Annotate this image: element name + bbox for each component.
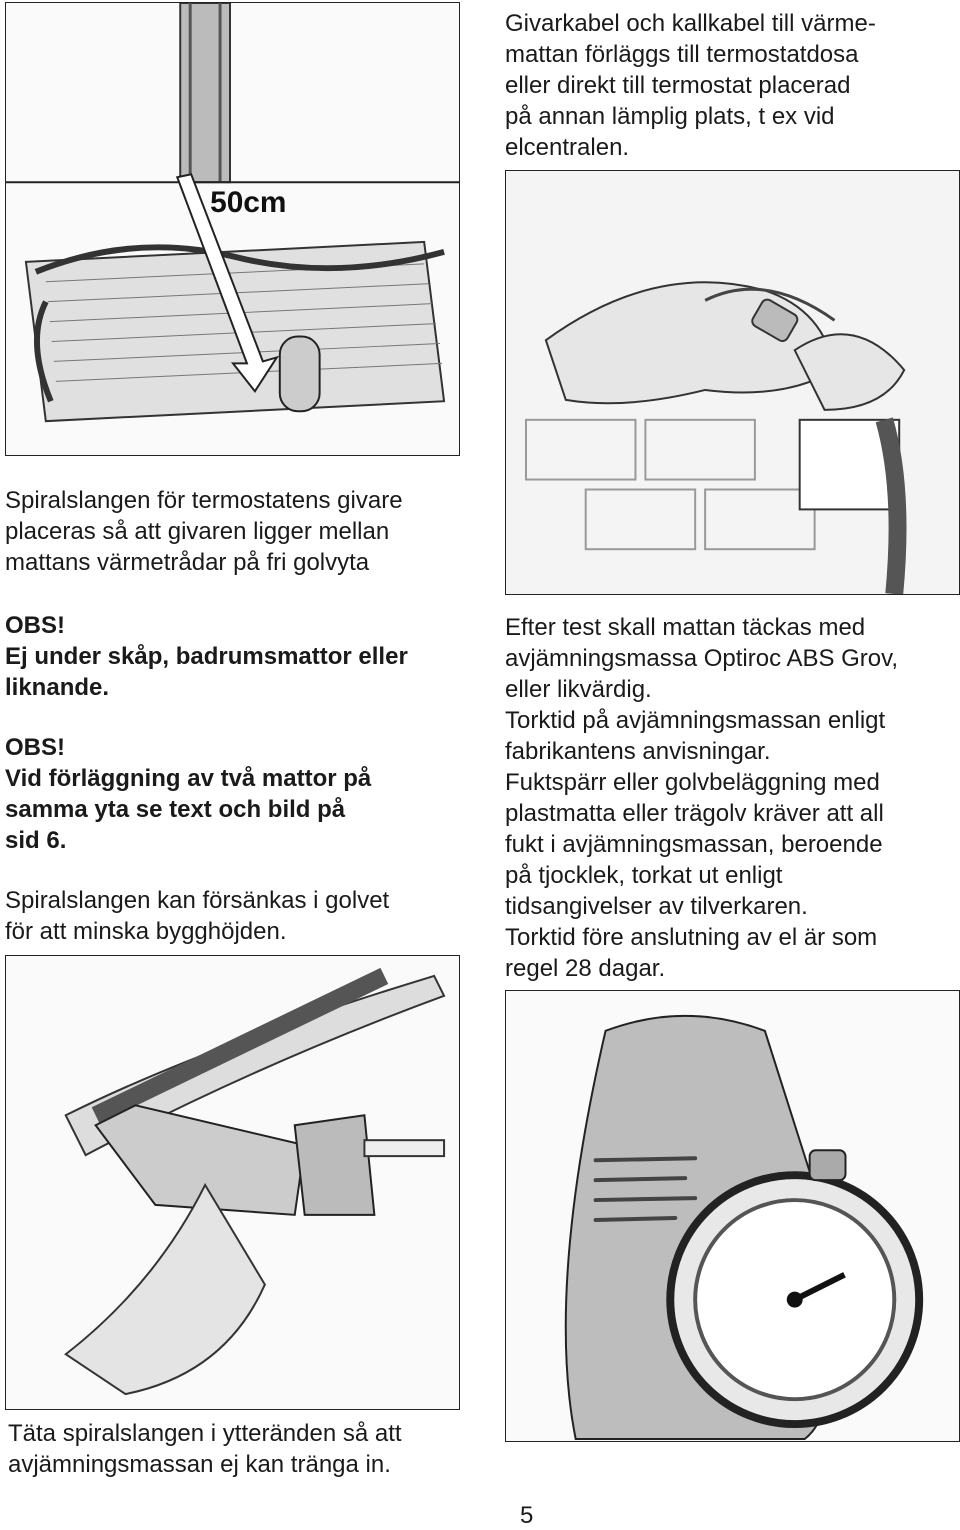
hands-conduit-drawing [506,171,959,594]
intro-paragraph [505,8,876,163]
glue-gun-drawing [6,956,459,1409]
intro-line: eller direkt till termostat placerad [505,72,851,99]
page-number: 5 [520,1502,534,1529]
leveling-line: avjämningsmassa Optiroc ABS Grov, [505,645,899,672]
leveling-line: fukt i avjämningsmassan, beroende [505,831,883,858]
leveling-line: Torktid på avjämningsmassan enligt [505,707,886,734]
leveling-line: Efter test skall mattan täckas med [505,614,866,641]
note-line: samma yta se text och bild på [5,796,346,823]
leveling-line: plastmatta eller trägolv kräver att all [505,800,884,827]
note-line: sid 6. [5,827,67,854]
floor-heating-illustration [5,2,460,456]
note-heading: OBS! [5,734,65,761]
sensor-line: Spiralslangen för termostatens givare [5,487,403,514]
intro-line: mattan förläggs till termostatdosa [505,41,859,68]
leveling-line: på tjocklek, torkat ut enligt [505,862,783,889]
caption-line: Täta spiralslangen i ytteränden så att [8,1420,402,1447]
note-two-mats [5,732,371,856]
wall-box-illustration [505,170,960,595]
note-line: Ej under skåp, badrumsmattor eller [5,643,408,670]
floor-mat-drawing [6,3,459,455]
recess-paragraph [5,885,389,947]
note-line: liknande. [5,674,110,701]
intro-line: på annan lämplig plats, t ex vid [505,103,835,130]
distance-label: 50cm [210,186,287,220]
leveling-line: regel 28 dagar. [505,955,666,982]
leveling-line: Fuktspärr eller golvbeläggning med [505,769,880,796]
glue-gun-illustration [5,955,460,1410]
recess-line: för att minska bygghöjden. [5,918,287,945]
sensor-line: mattans värmetrådar på fri golvyta [5,549,370,576]
intro-line: Givarkabel och kallkabel till värme- [505,10,876,37]
sensor-line: placeras så att givaren ligger mellan [5,518,390,545]
leveling-line: eller likvärdig. [505,676,652,703]
caption-line: avjämningsmassan ej kan tränga in. [8,1451,391,1478]
bag-stopwatch-drawing [506,991,959,1441]
note-heading: OBS! [5,612,65,639]
leveling-line: fabrikantens anvisningar. [505,738,771,765]
intro-line: elcentralen. [505,134,630,161]
leveling-line: tidsangivelser av tilverkaren. [505,893,808,920]
leveling-line: Torktid före anslutning av el är som [505,924,878,951]
seal-caption [8,1418,402,1480]
note-cabinets [5,610,408,703]
recess-line: Spiralslangen kan försänkas i golvet [5,887,390,914]
leveling-paragraph [505,612,898,984]
drying-time-illustration [505,990,960,1442]
sensor-paragraph [5,485,403,578]
note-line: Vid förläggning av två mattor på [5,765,372,792]
